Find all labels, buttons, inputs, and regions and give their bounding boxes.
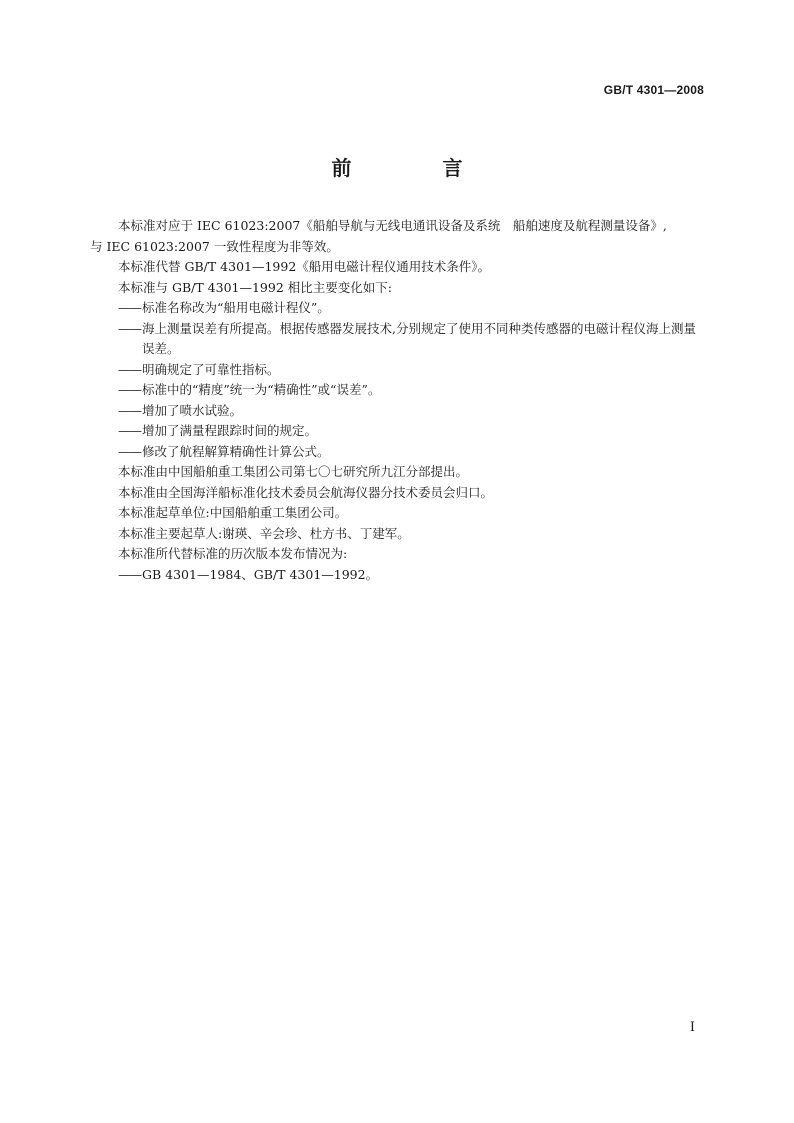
page-number: I [689, 1020, 695, 1035]
paragraph-drafting-unit: 本标准起草单位:中国船舶重工集团公司。 [118, 505, 348, 520]
paragraph-replaces: 本标准代替 GB/T 4301—1992《船用电磁计程仪通用技术条件》。 [118, 259, 491, 274]
history-item-text: GB 4301—1984、GB/T 4301—1992。 [142, 566, 379, 582]
paragraph-correspondence-line1: 本标准对应于 IEC 61023:2007《船舶导航与无线电通讯设备及系统 船舶速度及航程测量设备》, [118, 218, 667, 233]
change-item-text: 标准名称改为“船用电磁计程仪”。 [142, 300, 330, 315]
standard-code-header: GB/T 4301—2008 [603, 83, 704, 97]
change-item-text: 标准中的“精度”统一为“精确性”或“误差”。 [142, 382, 381, 397]
change-item [90, 298, 706, 319]
change-item [90, 401, 706, 422]
paragraph-centralized-by: 本标准由全国海洋船标准化技术委员会航海仪器分技术委员会归口。 [118, 484, 494, 500]
change-item [90, 421, 706, 442]
dash-marker: —— [118, 382, 141, 397]
paragraph-proposed-by: 本标准由中国船舶重工集团公司第七〇七研究所九江分部提出。 [118, 464, 469, 479]
paragraph-changes-intro: 本标准与 GB/T 4301—1992 相比主要变化如下: [118, 279, 392, 295]
change-item [90, 319, 706, 360]
dash-marker: —— [118, 320, 141, 336]
paragraph-correspondence-line2: 与 IEC 61023:2007 一致性程度为非等效。 [90, 238, 339, 254]
change-item-text: 增加了喷水试验。 [142, 402, 243, 418]
change-item-text: 增加了满量程跟踪时间的规定。 [142, 423, 318, 438]
dash-marker: —— [118, 402, 141, 418]
dash-marker: —— [118, 361, 141, 377]
dash-marker: —— [118, 443, 141, 459]
dash-marker: —— [118, 300, 141, 315]
change-item [90, 380, 706, 401]
change-item-text: 海上测量误差有所提高。根据传感器发展技术,分别规定了使用不同种类传感器的电磁计程仪海上测量误差。 [142, 320, 696, 356]
change-item [90, 442, 706, 463]
dash-marker: —— [118, 566, 141, 582]
change-item-text: 修改了航程解算精确性计算公式。 [142, 443, 330, 459]
paragraph-history-intro: 本标准所代替标准的历次版本发布情况为: [118, 546, 348, 561]
history-item [90, 565, 706, 586]
change-item [90, 360, 706, 381]
change-item-text: 明确规定了可靠性指标。 [142, 361, 280, 377]
foreword-body [90, 216, 706, 585]
paragraph-drafters: 本标准主要起草人:谢瑛、辛会珍、杜方书、丁建军。 [118, 525, 410, 541]
page-title: 前 言 [331, 156, 505, 180]
dash-marker: —— [118, 423, 141, 438]
